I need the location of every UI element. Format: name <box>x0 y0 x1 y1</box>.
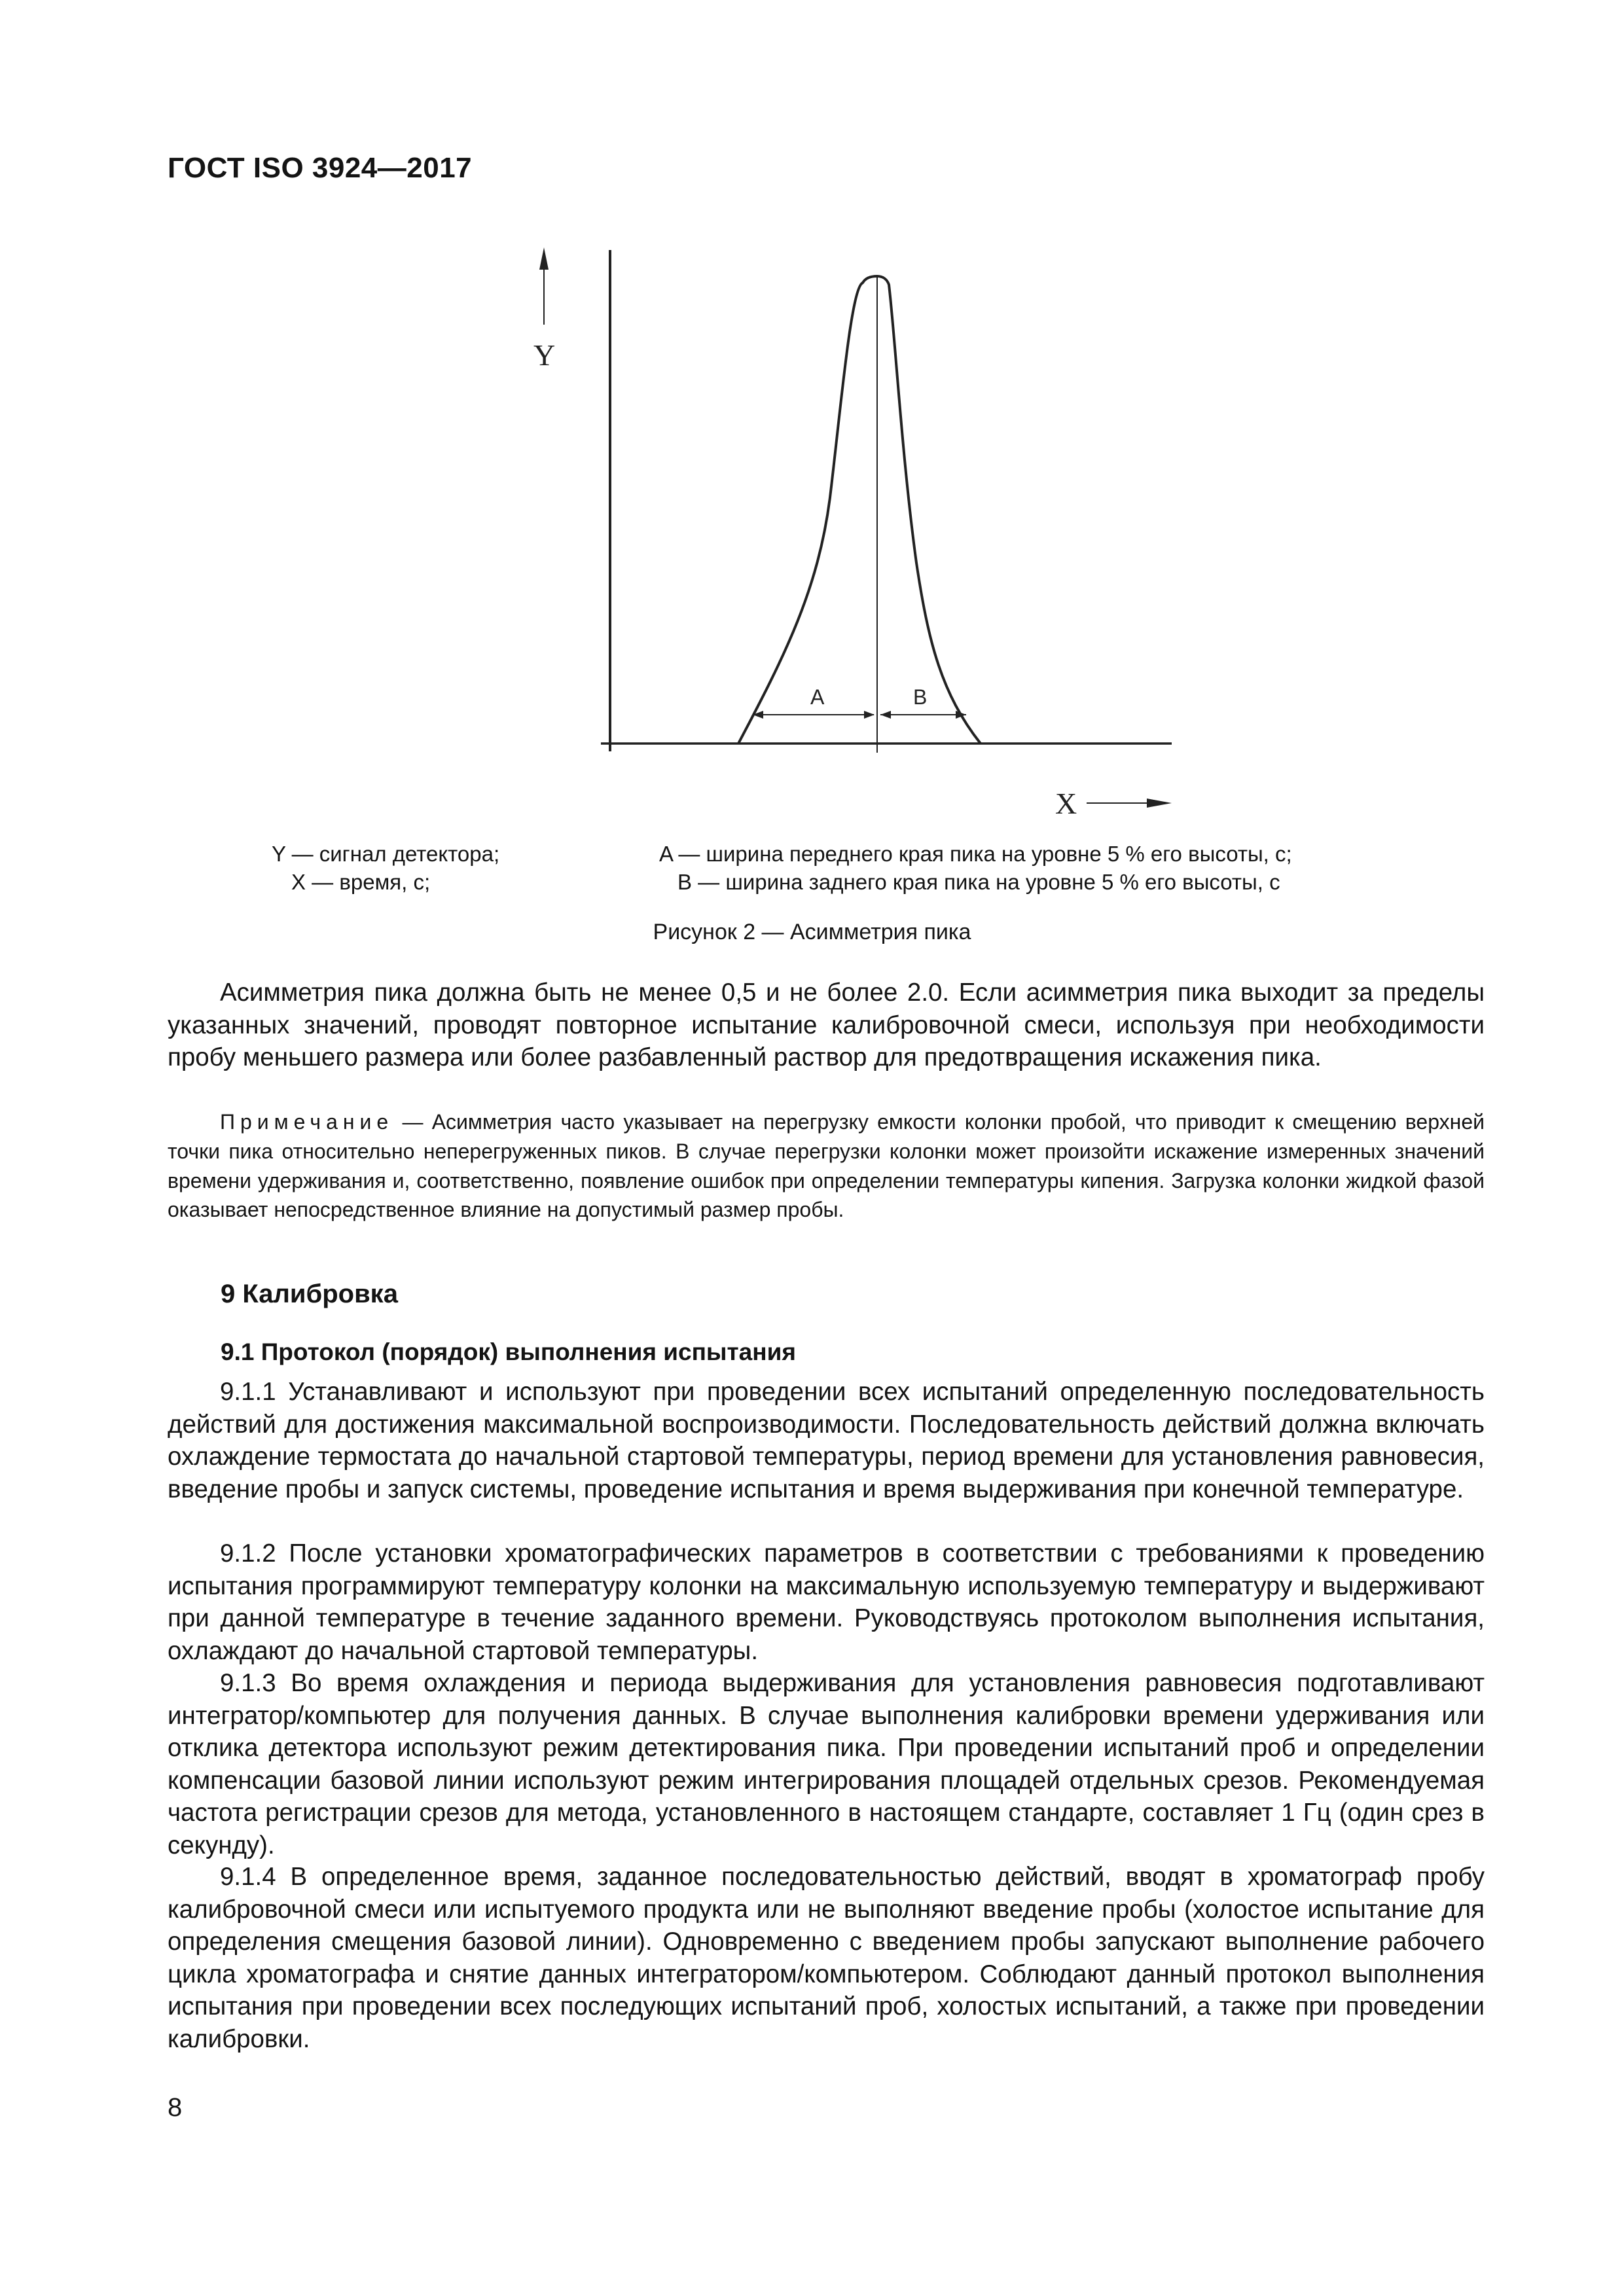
note-label: Примечание <box>220 1110 394 1134</box>
peak-asymmetry-figure <box>0 0 1624 864</box>
x-arrow-head <box>1147 798 1172 808</box>
legend-x: X — время, с; <box>291 870 431 894</box>
note-text: — Асимметрия часто указывает на перегрузку емкости колонки пробой, что приводит к смещению верхней точки пика относительно неперегруженных пиков. В случае перегрузки колонки может произойти искажение измеренных значений времени удерживания и, соответственно, появление ошибок при определении температуры кипения. Загрузка колонки жидкой фазой оказывает непосредственное влияние на допустимый размер пробы. <box>168 1110 1485 1222</box>
paragraph-9-1-3: 9.1.3 Во время охлаждения и периода выдерживания для установления равновесия подготавливают интегратор/компьютер для получения данных. В случае выполнения калибровки времени удерживания или отклика детектора используют режим детектирования пика. При проведении испытаний проб и определении компенсации базовой линии используют режим интегрирования площадей отдельных срезов. Рекомендуемая частота регистрации срезов для метода, установленного в настоящем стандарте, составляет 1 Гц (один срез в секунду). <box>168 1669 1485 1859</box>
page-number: 8 <box>168 2093 183 2122</box>
dim-b-left-arrow <box>880 711 891 719</box>
paragraph-9-1-4: 9.1.4 В определенное время, заданное последовательностью действий, вводят в хроматограф пробу калибровочной смеси или испытуемого продукта или не выполняют введение пробы (холостое испытание для определения смещения базовой линии). Одновременно с введением пробы запускают выполнение рабочего цикла хроматографа и снятие данных интегратором/компьютером. Соблюдают данный протокол выполнения испытания при проведении всех последующих испытаний проб, холостых испытаний, а также при проведении калибровки. <box>168 1863 1485 2053</box>
y-arrow-head <box>539 247 549 270</box>
paragraph-9-1-1: 9.1.1 Устанавливают и используют при проведении всех испытаний определенную последовательность действий для достижения максимальной воспроизводимости. Последовательность действий должна включать охлаждение термостата до начальной стартовой температуры, период времени для установления равновесия, введение пробы и запуск системы, проведение испытания и время выдерживания при конечной температуре. <box>168 1378 1485 1503</box>
section-title: 9 Калибровка <box>221 1280 398 1308</box>
peak-curve <box>738 276 981 744</box>
legend-y: Y — сигнал детектора; <box>272 842 500 866</box>
y-axis-label: Y <box>533 338 556 372</box>
note-paragraph <box>168 1107 1485 1225</box>
subsection-title: 9.1 Протокол (порядок) выполнения испытания <box>221 1338 796 1365</box>
figure-caption: Рисунок 2 — Асимметрия пика <box>653 920 971 944</box>
legend-a: A — ширина переднего края пика на уровне 5 % его высоты, с; <box>659 842 1292 866</box>
x-axis-label: X <box>1055 787 1077 820</box>
paragraph-asymmetry: Асимметрия пика должна быть не менее 0,5 и не более 2.0. Если асимметрия пика выходит за пределы указанных значений, проводят повторное испытание калибровочной смеси, используя при необходимости пробу меньшего размера или более разбавленный раствор для предотвращения искажения пика. <box>168 978 1485 1071</box>
document-header: ГОСТ ISO 3924—2017 <box>168 152 473 184</box>
dim-a-label: A <box>810 685 825 709</box>
dim-a-right-arrow <box>864 711 875 719</box>
legend-b: B — ширина заднего края пика на уровне 5 % его высоты, с <box>677 870 1280 894</box>
dim-b-label: B <box>913 685 928 709</box>
dim-b-right-arrow <box>956 711 966 719</box>
paragraph-9-1-2: 9.1.2 После установки хроматографических параметров в соответствии с требованиями к проведению испытания программируют температуру колонки на максимальную используемую температуру и выдерживают при данной температуре в течение заданного времени. Руководствуясь протоколом выполнения испытания, охлаждают до начальной стартовой температуры. <box>168 1539 1485 1665</box>
